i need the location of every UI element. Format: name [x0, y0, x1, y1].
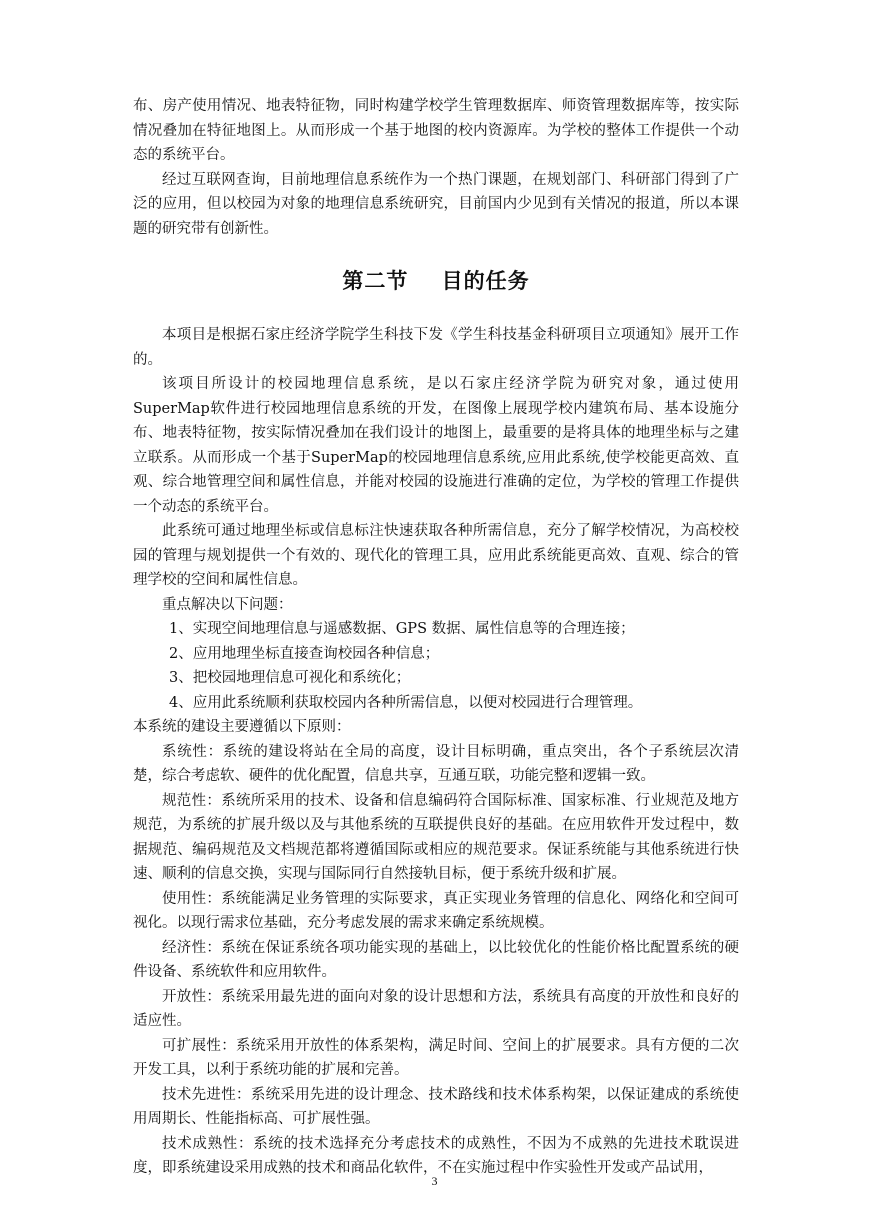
principle-paragraph: 开放性：系统采用最先进的面向对象的设计思想和方法，系统具有高度的开放性和良好的适应性。 [133, 988, 739, 1029]
section-heading: 第二节 目的任务 [342, 269, 530, 293]
problem-list-item: 2、应用地理坐标直接查询校园各种信息； [169, 645, 440, 662]
principle-paragraph: 规范性：系统所采用的技术、设备和信息编码符合国际标准、国家标准、行业规范及地方规范，为系统的扩展升级以及与其他系统的互联提供良好的基础。在应用软件开发过程中，数据规范、编码规范及文档规范都将遵循国际或相应的规范要求。保证系统能与其他系统进行快速、顺利的信息交换，实现与国际同行自然接轨目标，便于系统升级和扩展。 [133, 792, 739, 882]
body-paragraph: 此系统可通过地理坐标或信息标注快速获取各种所需信息，充分了解学校情况，为高校校园的管理与规划提供一个有效的、现代化的管理工具，应用此系统能更高效、直观、综合的管理学校的空间和属性信息。 [133, 523, 739, 588]
principle-paragraph: 使用性：系统能满足业务管理的实际要求，真正实现业务管理的信息化、网络化和空间可视化。以现行需求位基础，充分考虑发展的需求来确定系统规模。 [133, 890, 739, 931]
principle-paragraph: 可扩展性：系统采用开放性的体系架构，满足时间、空间上的扩展要求。具有方便的二次开发工具，以利于系统功能的扩展和完善。 [133, 1037, 739, 1078]
body-paragraph: 重点解决以下问题： [162, 596, 293, 613]
page-content [133, 94, 739, 1181]
intro-paragraph: 布、房产使用情况、地表特征物，同时构建学校学生管理数据库、师资管理数据库等，按实际情况叠加在特征地图上。从而形成一个基于地图的校内资源库。为学校的整体工作提供一个动态的系统平台。 [133, 98, 739, 163]
body-paragraph: 该项目所设计的校园地理信息系统，是以石家庄经济学院为研究对象，通过使用SuperMap软件进行校园地理信息系统的开发，在图像上展现学校内建筑布局、基本设施分布、地表特征物，按实际情况叠加在我们设计的地图上，最重要的是将具体的地理坐标与之建立联系。从而形成一个基于SuperMap的校园地理信息系统,应用此系统,使学校能更高效、直观、综合地管理空间和属性信息，并能对校园的设施进行准确的定位，为学校的管理工作提供一个动态的系统平台。 [133, 376, 739, 515]
principle-paragraph: 技术成熟性：系统的技术选择充分考虑技术的成熟性，不因为不成熟的先进技术耽误进度，即系统建设采用成熟的技术和商品化软件，不在实施过程中作实验性开发或产品试用， [133, 1135, 739, 1176]
principle-paragraph: 技术先进性：系统采用先进的设计理念、技术路线和技术体系构架，以保证建成的系统使用周期长、性能指标高、可扩展性强。 [133, 1086, 739, 1127]
problem-list-item: 3、把校园地理信息可视化和系统化； [169, 670, 411, 686]
principle-paragraph: 系统性：系统的建设将站在全局的高度，设计目标明确，重点突出，各个子系统层次清楚，综合考虑软、硬件的优化配置，信息共享，互通互联，功能完整和逻辑一致。 [133, 743, 739, 784]
principle-paragraph: 经济性：系统在保证系统各项功能实现的基础上，以比较优化的性能价格比配置系统的硬件设备、系统软件和应用软件。 [133, 939, 739, 980]
problem-list-item: 1、实现空间地理信息与遥感数据、GPS 数据、属性信息等的合理连接； [169, 621, 635, 637]
intro-paragraph: 经过互联网查询，目前地理信息系统作为一个热门课题，在规划部门、科研部门得到了广泛的应用，但以校园为对象的地理信息系统研究，目前国内少见到有关情况的报道，所以本课题的研究带有创新性。 [133, 171, 739, 237]
problem-list-item: 4、应用此系统顺利获取校园内各种所需信息，以便对校园进行合理管理。 [169, 694, 643, 711]
body-paragraph: 本项目是根据石家庄经济学院学生科技下发《学生科技基金科研项目立项通知》展开工作的。 [133, 327, 739, 368]
principles-intro: 本系统的建设主要遵循以下原则： [133, 719, 351, 735]
page-number: 3 [431, 1174, 438, 1188]
